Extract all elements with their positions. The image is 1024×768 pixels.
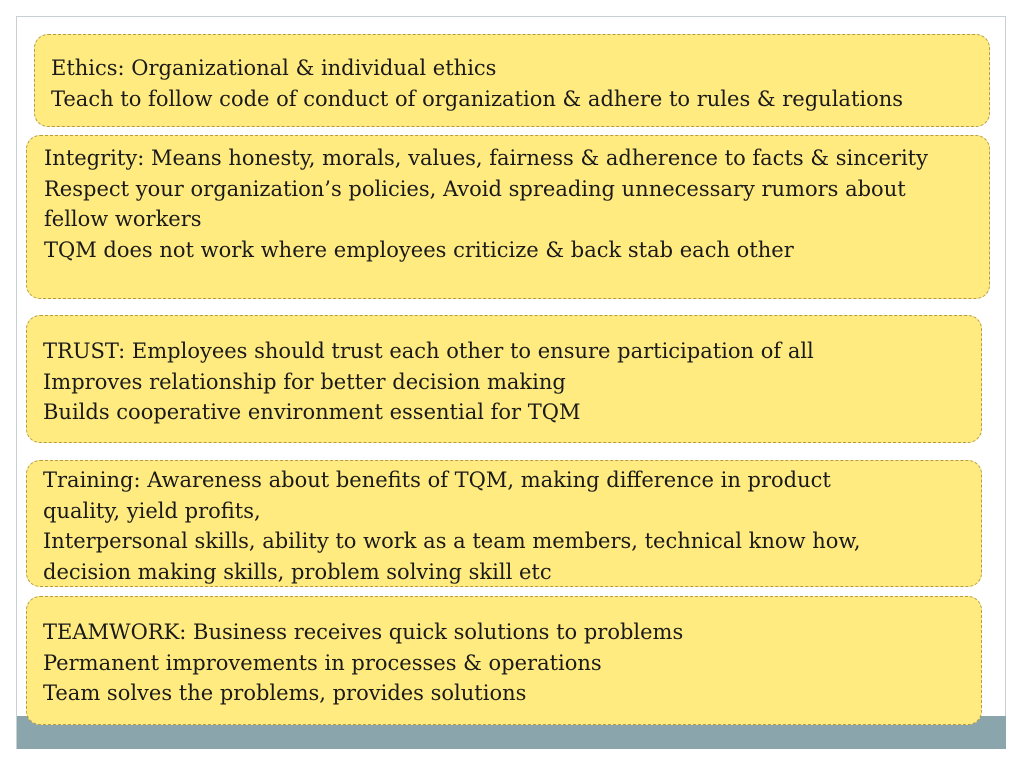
integrity-line-1: Integrity: Means honesty, morals, values, fairness & adherence to facts & sincerity <box>44 146 928 170</box>
ethics-line-2: Teach to follow code of conduct of organization & adhere to rules & regulations <box>51 86 904 111</box>
trust-line-2: Improves relationship for better decision making <box>43 369 566 394</box>
teamwork-line-2: Permanent improvements in processes & operations <box>43 650 602 675</box>
training-line-2: quality, yield profits, <box>43 498 261 523</box>
training-line-4: decision making skills, problem solving skill etc <box>43 559 552 584</box>
teamwork-box <box>26 596 982 725</box>
training-box <box>26 460 982 587</box>
ethics-box <box>34 34 990 127</box>
trust-box <box>26 315 982 443</box>
ethics-line-1: Ethics: Organizational & individual ethics <box>51 56 497 80</box>
integrity-line-2: Respect your organization’s policies, Avoid spreading unnecessary rumors about <box>44 176 906 201</box>
teamwork-line-3: Team solves the problems, provides solutions <box>43 681 527 705</box>
integrity-box <box>26 135 990 299</box>
integrity-line-4: TQM does not work where employees criticize & back stab each other <box>44 237 794 262</box>
training-line-3: Interpersonal skills, ability to work as a team members, technical know how, <box>43 529 861 553</box>
teamwork-line-1: TEAMWORK: Business receives quick solutions to problems <box>43 620 684 644</box>
integrity-line-3: fellow workers <box>44 207 202 231</box>
trust-line-1: TRUST: Employees should trust each other to ensure participation of all <box>43 339 814 363</box>
trust-line-3: Builds cooperative environment essential for TQM <box>43 400 581 424</box>
training-line-1: Training: Awareness about benefits of TQM, making difference in product <box>43 468 831 492</box>
